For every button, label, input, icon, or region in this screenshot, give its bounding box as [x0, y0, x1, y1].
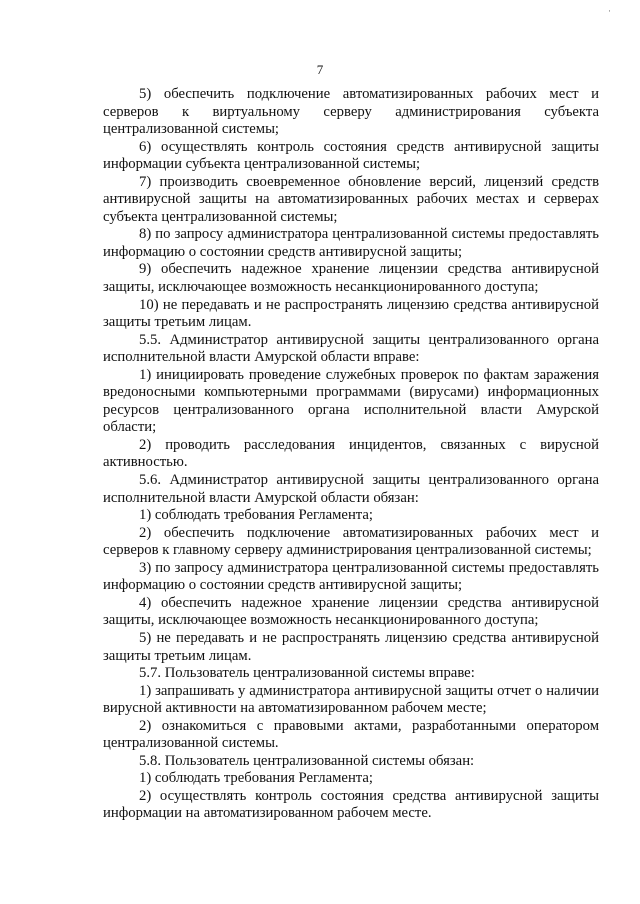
paragraph: 1) инициировать проведение служебных проверок по фактам заражения вредоносными компьютерными программами (вирусами) информационных ресурсов централизованного органа исполнительной власти Амурской области; [103, 366, 599, 436]
paragraph: 7) производить своевременное обновление версий, лицензий средств антивирусной защиты на автоматизированных рабочих местах и серверах субъекта централизованной системы; [103, 173, 599, 225]
paragraph: 2) осуществлять контроль состояния средства антивирусной защиты информации на автоматизированном рабочем месте. [103, 787, 599, 822]
paragraph: 3) по запросу администратора централизованной системы предоставлять информацию о состоянии средств антивирусной защиты; [103, 559, 599, 594]
paragraph: 8) по запросу администратора централизованной системы предоставлять информацию о состоянии средств антивирусной защиты; [103, 226, 599, 260]
paragraph: 6) осуществлять контроль состояния средств антивирусной защиты информации субъекта централизованной системы; [103, 138, 599, 173]
corner-mark: · [608, 6, 611, 16]
section-heading-5-6: 5.6. Администратор антивирусной защиты централизованного органа исполнительной власти Амурской области обязан: [103, 472, 599, 506]
paragraph: 1) соблюдать требования Регламента; [139, 507, 374, 524]
paragraph: 2) проводить расследования инцидентов, связанных с вирусной активностью. [103, 436, 599, 471]
page-number: 7 [316, 62, 324, 77]
section-heading-5-7: 5.7. Пользователь централизованной системы вправе: [139, 665, 475, 682]
paragraph: 2) ознакомиться с правовыми актами, разработанными оператором централизованной системы. [103, 717, 599, 752]
paragraph: 2) обеспечить подключение автоматизированных рабочих мест и серверов к главному серверу администрирования централизованной системы; [103, 524, 599, 559]
document-body [103, 86, 599, 823]
section-heading-5-8: 5.8. Пользователь централизованной системы обязан: [139, 752, 475, 769]
section-heading-5-5: 5.5. Администратор антивирусной защиты централизованного органа исполнительной власти Амурской области вправе: [103, 331, 599, 366]
paragraph: 1) запрашивать у администратора антивирусной защиты отчет о наличии вирусной активности на автоматизированном рабочем месте; [103, 682, 599, 717]
paragraph: 1) соблюдать требования Регламента; [139, 770, 374, 787]
paragraph: 10) не передавать и не распространять лицензию средства антивирусной защиты третьим лицам. [103, 296, 599, 331]
paragraph: 4) обеспечить надежное хранение лицензии средства антивирусной защиты, исключающее возможность несанкционированного доступа; [103, 594, 599, 629]
paragraph: 5) обеспечить подключение автоматизированных рабочих мест и серверов к виртуальному серверу администрирования субъекта централизованной системы; [103, 86, 599, 138]
paragraph: 5) не передавать и не распространять лицензию средства антивирусной защиты третьим лицам. [103, 629, 599, 664]
paragraph: 9) обеспечить надежное хранение лицензии средства антивирусной защиты, исключающее возможность несанкционированного доступа; [103, 261, 599, 296]
